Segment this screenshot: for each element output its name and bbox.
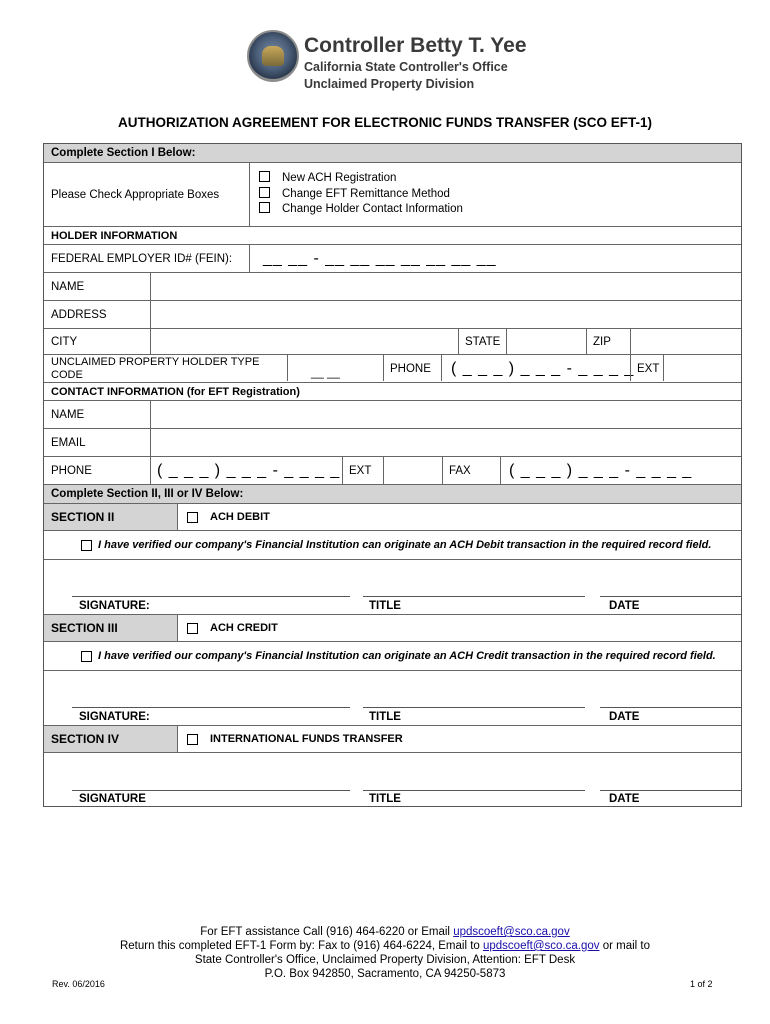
eft-form [43,143,742,807]
contact-phone-input[interactable]: ( _ _ _ ) _ _ _ - _ _ _ _ [157,461,341,479]
section2-signature-line[interactable] [72,596,350,597]
footer-line1: For EFT assistance Call (916) 464-6220 or Email updscoeft@sco.ca.gov [200,926,570,938]
option-change-eft[interactable]: Change EFT Remittance Method [259,187,463,203]
holder-phone-label: PHONE [390,362,431,375]
section4-title-label: TITLE [369,793,401,805]
section2-label: SECTION II [44,504,177,530]
section2-signature-label: SIGNATURE: [79,600,150,612]
registration-options [259,171,463,218]
section3-signature-label: SIGNATURE: [79,711,150,723]
footer-email-link-1[interactable]: updscoeft@sco.ca.gov [453,926,570,938]
holder-name-row [44,273,741,301]
footer-email-link-2[interactable]: updscoeft@sco.ca.gov [483,940,600,952]
change-eft-checkbox[interactable] [259,187,270,198]
section4-title-line[interactable] [363,790,585,791]
section3-verify-row [44,642,741,671]
section2-date-label: DATE [609,600,640,612]
section4-date-label: DATE [609,793,640,805]
ach-debit-verify-checkbox[interactable] [81,540,92,551]
contact-fax-input[interactable]: ( _ _ _ ) _ _ _ - _ _ _ _ [509,461,693,479]
footer-line3: State Controller's Office, Unclaimed Property Division, Attention: EFT Desk [194,954,576,966]
international-transfer-option[interactable]: INTERNATIONAL FUNDS TRANSFER [180,726,403,752]
contact-heading-row [44,383,741,401]
page-number: 1 of 2 [690,979,713,989]
ach-credit-verify-option[interactable]: I have verified our company's Financial Institution can originate an ACH Credit transaction in the required record field. [74,642,716,670]
zip-input[interactable] [630,329,741,354]
section1-options-row [44,163,741,227]
ach-credit-option[interactable]: ACH CREDIT [180,615,278,641]
type-code-label: UNCLAIMED PROPERTY HOLDER TYPE CODE [51,355,260,381]
contact-email-label: EMAIL [51,436,86,449]
section3-label: SECTION III [44,615,177,641]
section234-heading: Complete Section II, III or IV Below: [51,488,244,500]
document-title: AUTHORIZATION AGREEMENT FOR ELECTRONIC FUNDS TRANSFER (SCO EFT-1) [118,115,652,130]
contact-email-row [44,429,741,457]
holder-address-label: ADDRESS [51,308,107,321]
holder-ext-label: EXT [637,362,660,375]
city-label: CITY [51,335,78,348]
holder-address-row [44,301,741,329]
ach-debit-checkbox[interactable] [187,512,198,523]
section1-heading: Complete Section I Below: [51,147,196,159]
section2-row [44,504,741,531]
holder-phone-input[interactable]: ( _ _ _ ) _ _ _ - _ _ _ _ [451,359,635,377]
footer-line4: P.O. Box 942850, Sacramento, CA 94250-5873 [264,968,506,980]
section3-row [44,615,741,642]
holder-ext-input[interactable] [663,355,741,382]
section4-date-line[interactable] [600,790,741,791]
section2-date-line[interactable] [600,596,741,597]
section4-label: SECTION IV [44,726,177,752]
header-title: Controller Betty T. Yee [304,34,527,57]
zip-label: ZIP [593,335,611,348]
contact-phone-row [44,457,741,485]
section3-signature-row [44,671,741,726]
holder-name-input[interactable] [151,273,741,300]
section2-verify-row [44,531,741,560]
contact-name-label: NAME [51,408,85,421]
change-contact-checkbox[interactable] [259,202,270,213]
state-label: STATE [465,335,501,348]
fein-input[interactable]: __ __ - __ __ __ __ __ __ __ [263,249,497,267]
section4-signature-label: SIGNATURE [79,793,146,805]
section3-date-label: DATE [609,711,640,723]
contact-email-input[interactable] [151,429,741,456]
revision-date: Rev. 06/2016 [52,979,105,989]
section3-title-label: TITLE [369,711,401,723]
international-transfer-checkbox[interactable] [187,734,198,745]
contact-name-input[interactable] [151,401,741,428]
section2-title-line[interactable] [363,596,585,597]
option-new-ach[interactable]: New ACH Registration [259,171,463,187]
contact-heading: CONTACT INFORMATION (for EFT Registration) [51,385,300,398]
contact-ext-label: EXT [349,464,372,477]
footer-line2: Return this completed EFT-1 Form by: Fax to (916) 464-6224, Email to updscoeft@sco.ca.gov or mail to [119,940,651,952]
section3-date-line[interactable] [600,707,741,708]
ach-credit-checkbox[interactable] [187,623,198,634]
new-ach-checkbox[interactable] [259,171,270,182]
contact-phone-label: PHONE [51,464,92,477]
footer-contact [0,925,770,981]
section4-signature-row [44,753,741,807]
holder-heading: HOLDER INFORMATION [51,229,178,242]
ach-credit-verify-checkbox[interactable] [81,651,92,662]
section4-row [44,726,741,753]
holder-address-input[interactable] [151,301,741,328]
ach-debit-option[interactable]: ACH DEBIT [180,504,270,530]
type-code-input[interactable]: __ __ [311,367,340,379]
contact-ext-input[interactable] [383,457,442,484]
holder-type-phone-row [44,355,741,383]
holder-city-row [44,329,741,355]
section3-signature-line[interactable] [72,707,350,708]
section234-heading-row [44,485,741,504]
option-change-contact[interactable]: Change Holder Contact Information [259,202,463,218]
header-subtitle-division: Unclaimed Property Division [304,77,475,91]
section2-title-label: TITLE [369,600,401,612]
fein-label: FEDERAL EMPLOYER ID# (FEIN): [51,252,233,265]
section3-title-line[interactable] [363,707,585,708]
contact-fax-label: FAX [449,464,471,477]
state-input[interactable] [506,329,586,354]
ach-debit-verify-option[interactable]: I have verified our company's Financial Institution can originate an ACH Debit transaction in the required record field. [74,531,711,559]
city-input[interactable] [151,329,458,354]
holder-heading-row [44,227,741,245]
fein-row [44,245,741,273]
header-subtitle-office: California State Controller's Office [304,60,508,74]
section2-signature-row [44,560,741,615]
section4-signature-line[interactable] [72,790,350,791]
holder-name-label: NAME [51,280,85,293]
check-boxes-label: Please Check Appropriate Boxes [51,188,220,201]
section1-heading-row [44,144,741,163]
contact-name-row [44,401,741,429]
state-seal-logo [247,30,299,82]
